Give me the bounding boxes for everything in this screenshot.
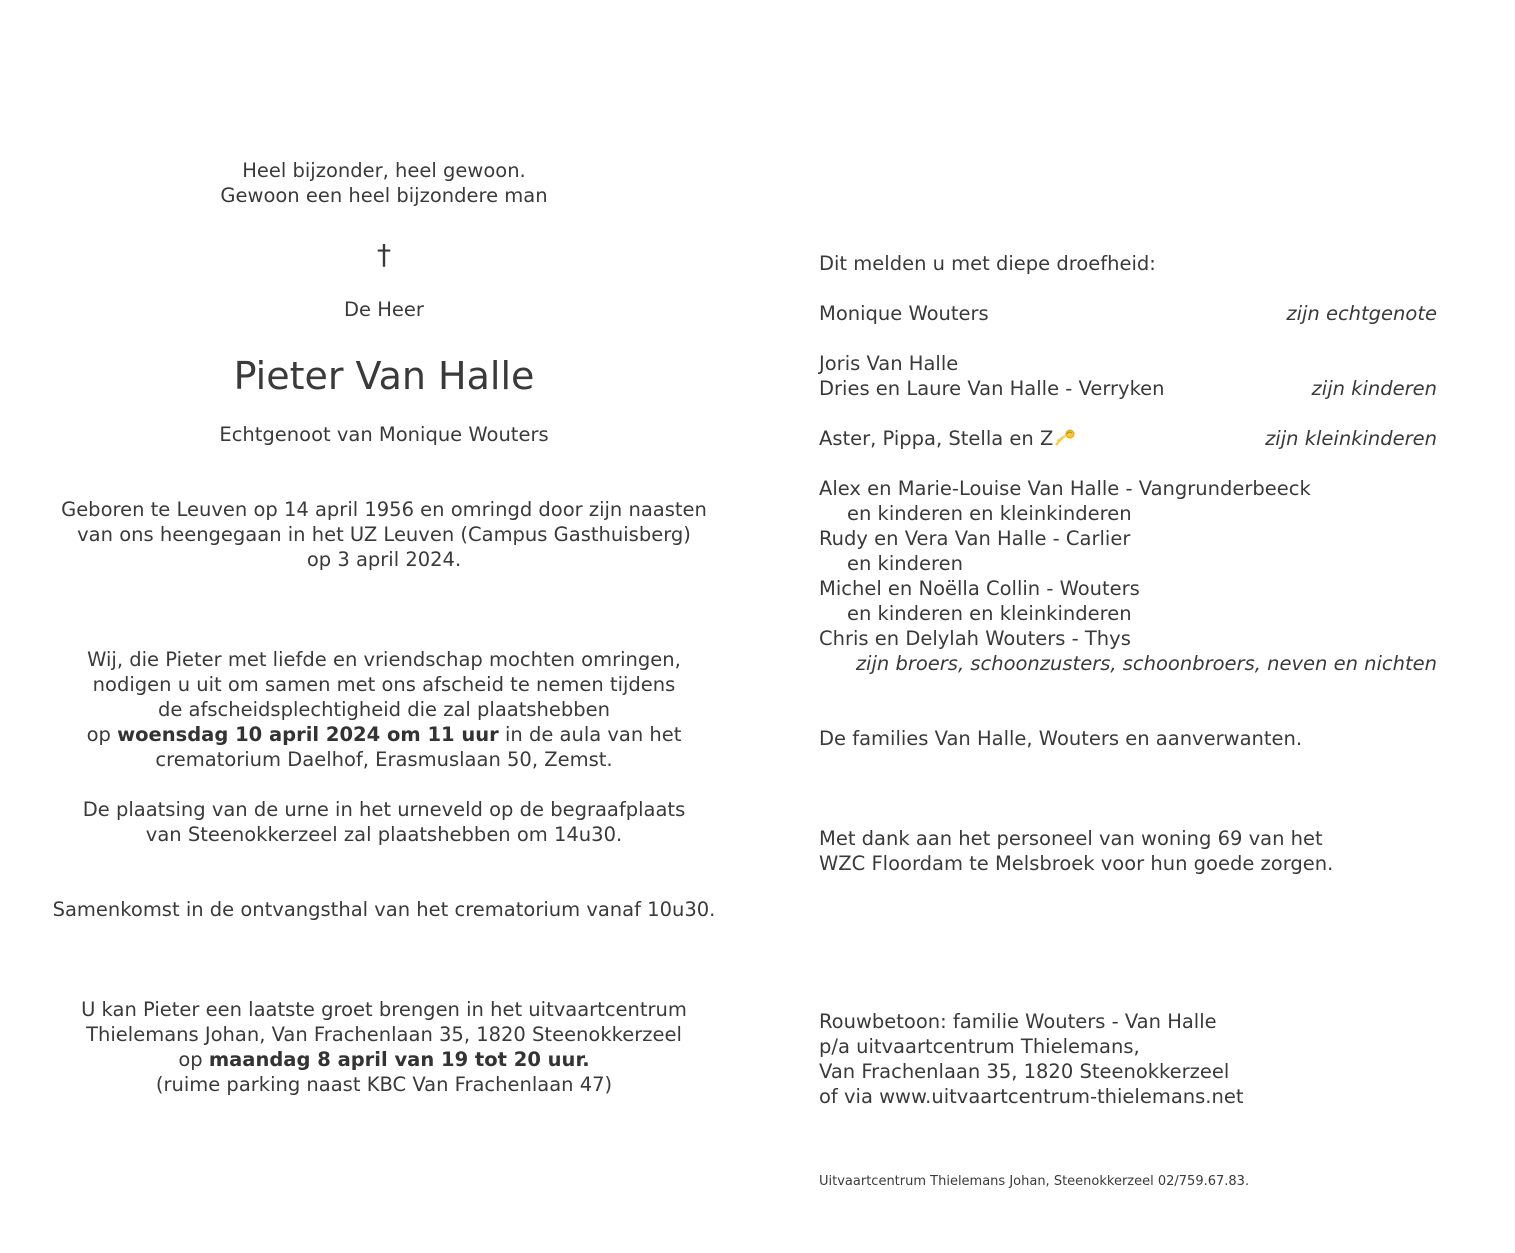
ceremony-date: woensdag 10 april 2024 om 11 uur [117, 723, 499, 746]
birth-line-3: op 3 april 2024. [306, 548, 462, 571]
cross-icon: † [377, 238, 391, 271]
sibling-line-1: Alex en Marie-Louise Van Halle - Vangrunderbeeck [819, 477, 1311, 500]
spouse-relation: zijn echtgenote [1286, 302, 1437, 325]
sibling-line-4: en kinderen [847, 552, 963, 575]
invite-line-4-post: in de aula van het [498, 723, 682, 746]
child-2: Dries en Laure Van Halle - Verryken [819, 377, 1165, 400]
invite-line-3: de afscheidsplechtigheid die zal plaatshebben [157, 698, 610, 721]
sibling-line-5: Michel en Noëlla Collin - Wouters [819, 577, 1140, 600]
sibling-line-2: en kinderen en kleinkinderen [847, 502, 1132, 525]
urn-line-1: De plaatsing van de urne in het urneveld op de begraafplaats [82, 798, 686, 821]
visit-line-3-pre: op [178, 1048, 209, 1071]
visit-line-2: Thielemans Johan, Van Frachenlaan 35, 1820 Steenokkerzeel [86, 1023, 682, 1046]
invite-line-4-pre: op [86, 723, 118, 746]
thanks-line-2: WZC Floordam te Melsbroek voor hun goede zorgen. [819, 852, 1334, 875]
urn-line-2: van Steenokkerzeel zal plaatshebben om 14u30. [145, 823, 623, 846]
birth-line-1: Geboren te Leuven op 14 april 1956 en omringd door zijn naasten [61, 498, 707, 521]
visit-line-3 [34, 1047, 734, 1072]
deceased-name: Pieter Van Halle [233, 354, 535, 398]
motto-line-1: Heel bijzonder, heel gewoon. [242, 159, 526, 182]
footer-credit: Uitvaartcentrum Thielemans Johan, Steenokkerzeel 02/759.67.83. [819, 1174, 1250, 1189]
birth-line-2: van ons heengegaan in het UZ Leuven (Campus Gasthuisberg) [77, 523, 691, 546]
invite-line-1: Wij, die Pieter met liefde en vriendschap mochten omringen, [87, 648, 681, 671]
motto-line-2: Gewoon een heel bijzondere man [220, 184, 548, 207]
families-line: De families Van Halle, Wouters en aanverwanten. [819, 727, 1303, 750]
children-relation: zijn kinderen [1311, 377, 1437, 400]
condolences-line-1: Rouwbetoon: familie Wouters - Van Halle [819, 1010, 1217, 1033]
siblings-relation: zijn broers, schoonzusters, schoonbroers, neven en nichten [855, 652, 1437, 675]
invite-line-5: crematorium Daelhof, Erasmuslaan 50, Zemst. [155, 748, 613, 771]
sibling-line-7: Chris en Delylah Wouters - Thys [819, 627, 1131, 650]
child-1: Joris Van Halle [819, 352, 959, 375]
invite-line-4 [34, 722, 734, 747]
condolences-line-2: p/a uitvaartcentrum Thielemans, [819, 1035, 1140, 1058]
visit-line-1: U kan Pieter een laatste groet brengen in het uitvaartcentrum [81, 998, 687, 1021]
comet-icon [1054, 428, 1076, 448]
grandchildren-names [819, 426, 1076, 451]
gathering-line: Samenkomst in de ontvangsthal van het crematorium vanaf 10u30. [52, 898, 716, 921]
condolences-line-3: Van Frachenlaan 35, 1820 Steenokkerzeel [819, 1060, 1230, 1083]
visit-line-4: (ruime parking naast KBC Van Frachenlaan 47) [155, 1073, 613, 1096]
intro-line: Dit melden u met diepe droefheid: [819, 252, 1156, 275]
invite-line-2: nodigen u uit om samen met ons afscheid te nemen tijdens [92, 673, 676, 696]
spouse-line: Echtgenoot van Monique Wouters [219, 423, 549, 446]
honorific: De Heer [344, 298, 424, 321]
condolences-line-4: of via www.uitvaartcentrum-thielemans.net [819, 1085, 1244, 1108]
thanks-line-1: Met dank aan het personeel van woning 69 van het [819, 827, 1323, 850]
grandchildren-text: Aster, Pippa, Stella en Z [819, 427, 1054, 450]
visit-date: maandag 8 april van 19 tot 20 uur. [208, 1048, 590, 1071]
spouse-name: Monique Wouters [819, 302, 989, 325]
grandchildren-relation: zijn kleinkinderen [1265, 427, 1437, 450]
sibling-line-3: Rudy en Vera Van Halle - Carlier [819, 527, 1131, 550]
sibling-line-6: en kinderen en kleinkinderen [847, 602, 1132, 625]
